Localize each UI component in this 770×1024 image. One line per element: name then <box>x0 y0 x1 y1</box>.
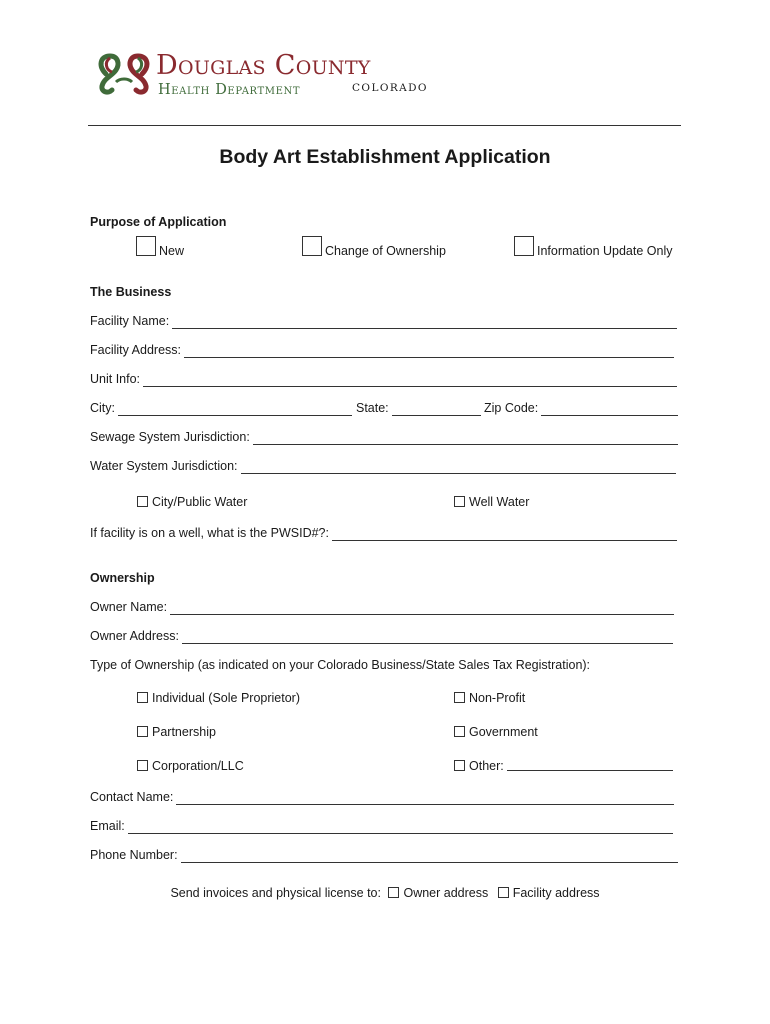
pwsid-field[interactable] <box>90 525 677 541</box>
well-water-checkbox[interactable] <box>454 496 465 507</box>
facility-name-field[interactable] <box>90 313 677 329</box>
phone-number-field[interactable] <box>90 847 678 863</box>
well-water-option[interactable] <box>454 494 529 510</box>
owner-address-label: Owner Address: <box>90 629 179 643</box>
purpose-change-ownership-label: Change of Ownership <box>325 244 446 258</box>
business-heading: The Business <box>90 285 172 299</box>
phone-number-label: Phone Number: <box>90 848 178 862</box>
contact-name-field[interactable] <box>90 789 674 805</box>
city-label: City: <box>90 401 115 415</box>
facility-address-field[interactable] <box>90 342 674 358</box>
purpose-info-update-checkbox[interactable] <box>514 236 534 256</box>
ownership-heading: Ownership <box>90 571 155 585</box>
city-public-water-option[interactable] <box>137 494 247 510</box>
state-field[interactable] <box>356 400 481 416</box>
type-other-checkbox[interactable] <box>454 760 465 771</box>
invoice-destination-label: Send invoices and physical license to: <box>170 886 381 900</box>
water-jurisdiction-field[interactable] <box>90 458 676 474</box>
douglas-county-logo <box>96 50 436 102</box>
type-corporation-option[interactable] <box>137 758 244 774</box>
page-title: Body Art Establishment Application <box>219 146 551 168</box>
facility-address-label: Facility Address: <box>90 343 182 357</box>
sewage-jurisdiction-field[interactable] <box>90 429 678 445</box>
type-other-label: Other: <box>469 759 504 773</box>
type-partnership-checkbox[interactable] <box>137 726 148 737</box>
owner-name-field[interactable] <box>90 599 674 615</box>
type-individual-checkbox[interactable] <box>137 692 148 703</box>
state-label: State: <box>356 401 389 415</box>
type-partnership-option[interactable] <box>137 724 216 740</box>
department-name: Health Department <box>158 82 301 98</box>
facility-address-option-label: Facility address <box>512 886 600 900</box>
unit-info-label: Unit Info: <box>90 372 141 386</box>
unit-info-field[interactable] <box>90 371 677 387</box>
header-divider <box>88 125 681 126</box>
purpose-info-update-label: Information Update Only <box>537 244 673 258</box>
city-public-water-checkbox[interactable] <box>137 496 148 507</box>
contact-name-label: Contact Name: <box>90 790 174 804</box>
zip-label: Zip Code: <box>484 401 539 415</box>
owner-address-field[interactable] <box>90 628 673 644</box>
city-field[interactable] <box>90 400 352 416</box>
type-government-label: Government <box>469 725 538 739</box>
owner-name-label: Owner Name: <box>90 600 168 614</box>
type-individual-option[interactable] <box>137 690 300 706</box>
type-individual-label: Individual (Sole Proprietor) <box>152 691 300 705</box>
email-label: Email: <box>90 819 125 833</box>
type-government-checkbox[interactable] <box>454 726 465 737</box>
well-water-label: Well Water <box>469 495 530 509</box>
org-name: Douglas County <box>156 50 371 81</box>
type-nonprofit-checkbox[interactable] <box>454 692 465 703</box>
purpose-heading: Purpose of Application <box>90 215 227 229</box>
type-corporation-label: Corporation/LLC <box>152 759 244 773</box>
pwsid-label: If facility is on a well, what is the PWSID#?: <box>90 526 329 540</box>
type-government-option[interactable] <box>454 724 538 740</box>
facility-address-checkbox[interactable] <box>498 887 509 898</box>
purpose-new-checkbox[interactable] <box>136 236 156 256</box>
city-public-water-label: City/Public Water <box>152 495 248 509</box>
type-nonprofit-label: Non-Profit <box>469 691 526 705</box>
type-nonprofit-option[interactable] <box>454 690 525 706</box>
zip-field[interactable] <box>484 400 678 416</box>
state-name: COLORADO <box>352 82 428 94</box>
type-partnership-label: Partnership <box>152 725 216 739</box>
logo-leaf-icon <box>96 52 152 96</box>
type-other-input[interactable] <box>507 759 673 771</box>
purpose-new-label: New <box>159 244 185 258</box>
owner-address-option-label: Owner address <box>403 886 489 900</box>
invoice-destination-row <box>0 885 770 901</box>
type-corporation-checkbox[interactable] <box>137 760 148 771</box>
ownership-type-label: Type of Ownership (as indicated on your Colorado Business/State Sales Tax Registration): <box>90 658 591 672</box>
sewage-jurisdiction-label: Sewage System Jurisdiction: <box>90 430 250 444</box>
facility-name-label: Facility Name: <box>90 314 170 328</box>
purpose-change-ownership-checkbox[interactable] <box>302 236 322 256</box>
type-other-option[interactable] <box>454 758 673 774</box>
owner-address-checkbox[interactable] <box>388 887 399 898</box>
email-field[interactable] <box>90 818 673 834</box>
water-jurisdiction-label: Water System Jurisdiction: <box>90 459 238 473</box>
